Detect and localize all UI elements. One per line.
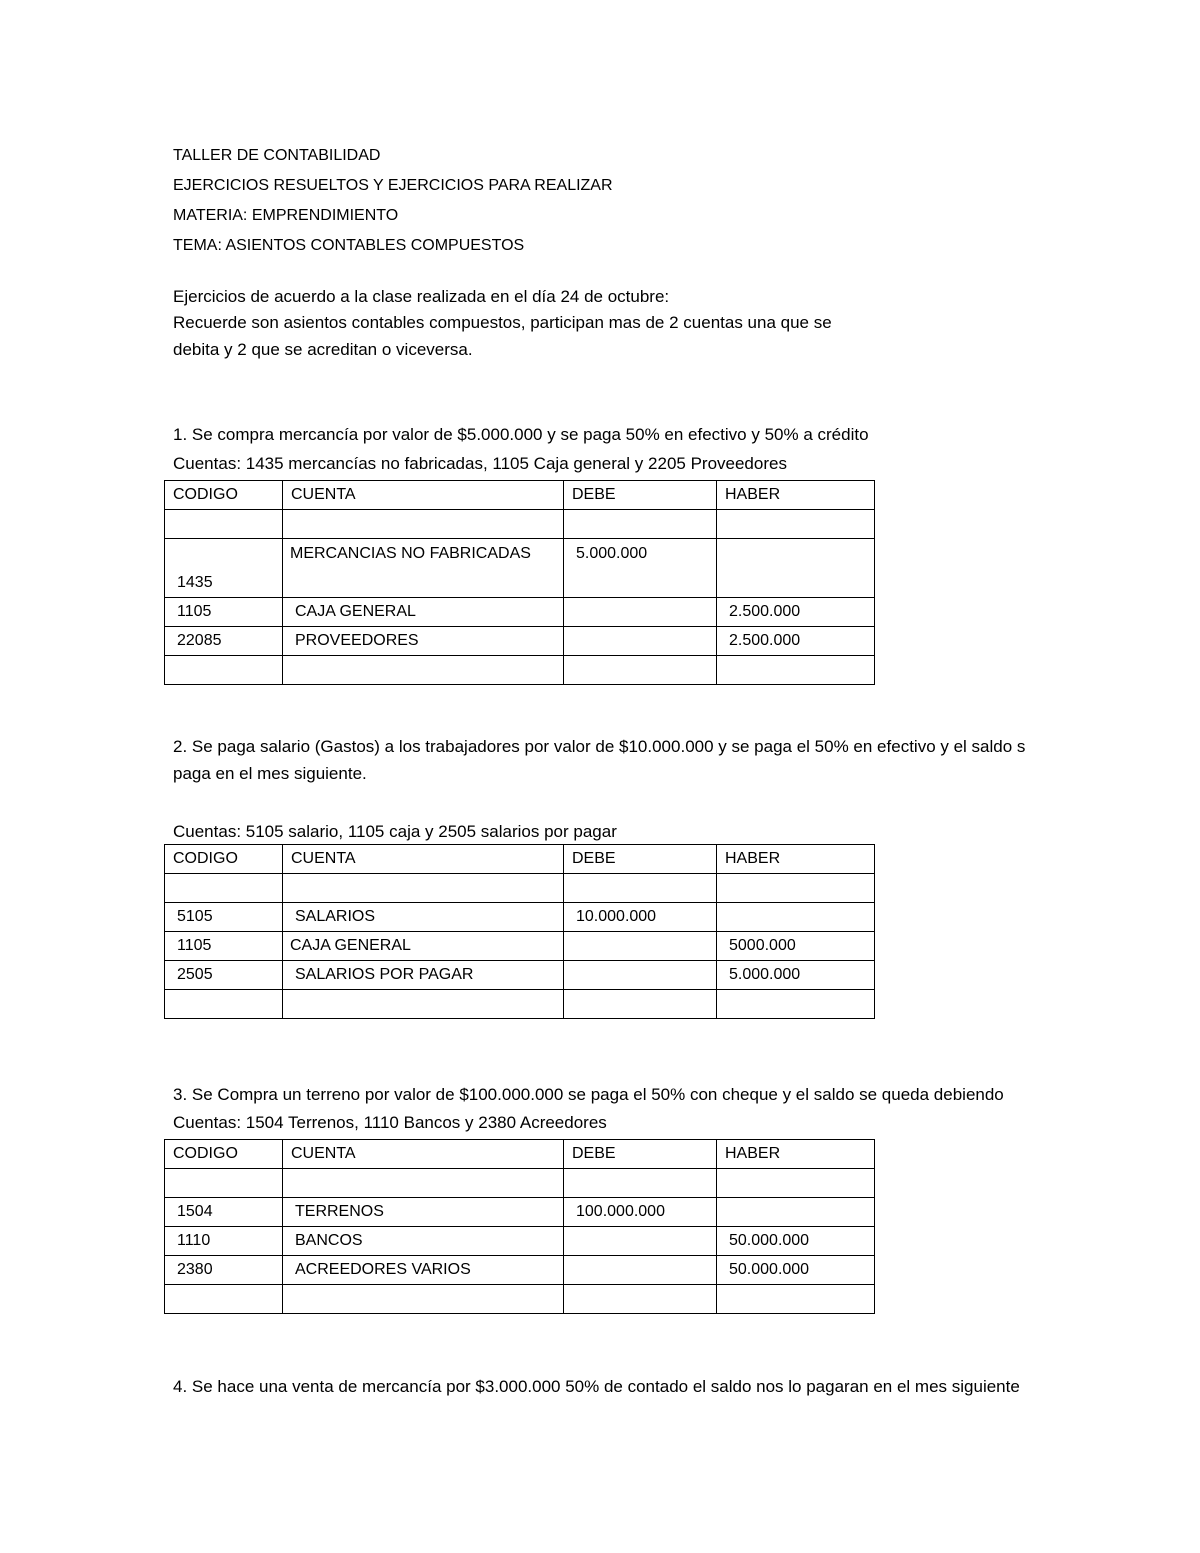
cell-haber [717,903,875,932]
intro-line-2: Recuerde son asientos contables compuestos, participan mas de 2 cuentas una que se [173,313,832,332]
cell-cuenta: ACREEDORES VARIOS [283,1256,564,1285]
cell-debe: 5.000.000 [564,539,717,598]
header-debe: DEBE [564,845,717,874]
table-row [165,598,875,627]
table-row-empty [165,1169,875,1198]
cell-codigo: 22085 [165,627,283,656]
subject-line: MATERIA: EMPRENDIMIENTO [173,207,399,224]
cell-codigo: 1105 [165,598,283,627]
table-header-row [165,1140,875,1169]
exercise-2-statement-line-2: paga en el mes siguiente. [173,764,367,783]
cell-debe [564,932,717,961]
cell-haber: 50.000.000 [717,1256,875,1285]
table-row-empty [165,510,875,539]
cell-debe [564,1227,717,1256]
cell-codigo: 2380 [165,1256,283,1285]
cell-codigo: 1105 [165,932,283,961]
cell-haber: 2.500.000 [717,598,875,627]
header-haber: HABER [717,481,875,510]
cell-haber: 2.500.000 [717,627,875,656]
cell-cuenta: BANCOS [283,1227,564,1256]
exercise-3-accounts: Cuentas: 1504 Terrenos, 1110 Bancos y 2380 Acreedores [173,1113,607,1132]
cell-codigo: 1504 [165,1198,283,1227]
table-row [165,1256,875,1285]
cell-cuenta: SALARIOS [283,903,564,932]
header-cuenta: CUENTA [283,481,564,510]
table-row-empty [165,1285,875,1314]
cell-haber: 5000.000 [717,932,875,961]
exercise-2-accounts: Cuentas: 5105 salario, 1105 caja y 2505 salarios por pagar [173,822,617,841]
exercise-1-accounts: Cuentas: 1435 mercancías no fabricadas, 1105 Caja general y 2205 Proveedores [173,454,787,473]
table-row-empty [165,990,875,1019]
cell-debe [564,1256,717,1285]
header-haber: HABER [717,845,875,874]
table-header-row [165,481,875,510]
cell-debe [564,627,717,656]
cell-codigo: 1110 [165,1227,283,1256]
cell-haber: 50.000.000 [717,1227,875,1256]
cell-cuenta: CAJA GENERAL [283,598,564,627]
header-debe: DEBE [564,1140,717,1169]
exercise-2-journal-table [164,844,875,1019]
table-row [165,932,875,961]
exercise-3-statement: 3. Se Compra un terreno por valor de $100.000.000 se paga el 50% con cheque y el saldo se queda debiendo [173,1085,1004,1104]
exercise-2-statement-line-1: 2. Se paga salario (Gastos) a los trabajadores por valor de $10.000.000 y se paga el 50% en efectivo y el saldo s [173,737,1026,756]
intro-line-1: Ejercicios de acuerdo a la clase realizada en el día 24 de octubre: [173,287,670,306]
cell-cuenta: SALARIOS POR PAGAR [283,961,564,990]
document-subtitle: EJERCICIOS RESUELTOS Y EJERCICIOS PARA REALIZAR [173,177,613,194]
document-title: TALLER DE CONTABILIDAD [173,147,381,164]
exercise-1-statement: 1. Se compra mercancía por valor de $5.000.000 y se paga 50% en efectivo y 50% a crédito [173,425,869,444]
exercise-4-statement: 4. Se hace una venta de mercancía por $3.000.000 50% de contado el saldo nos lo pagaran en el mes siguiente [173,1377,1020,1396]
header-haber: HABER [717,1140,875,1169]
table-row-empty [165,874,875,903]
exercise-3-journal-table [164,1139,875,1314]
table-row [165,903,875,932]
table-row [165,1227,875,1256]
header-debe: DEBE [564,481,717,510]
cell-codigo: 5105 [165,903,283,932]
table-row [165,1198,875,1227]
cell-codigo: 2505 [165,961,283,990]
cell-haber [717,539,875,598]
table-row [165,627,875,656]
cell-debe [564,961,717,990]
cell-debe: 10.000.000 [564,903,717,932]
header-codigo: CODIGO [165,481,283,510]
header-cuenta: CUENTA [283,1140,564,1169]
header-codigo: CODIGO [165,1140,283,1169]
exercise-1-journal-table [164,480,875,685]
table-row [165,539,875,598]
table-row-empty [165,656,875,685]
table-row [165,961,875,990]
cell-cuenta: TERRENOS [283,1198,564,1227]
table-header-row [165,845,875,874]
cell-debe: 100.000.000 [564,1198,717,1227]
topic-line: TEMA: ASIENTOS CONTABLES COMPUESTOS [173,237,525,254]
cell-haber [717,1198,875,1227]
cell-haber: 5.000.000 [717,961,875,990]
cell-cuenta: PROVEEDORES [283,627,564,656]
intro-line-3: debita y 2 que se acreditan o viceversa. [173,340,473,359]
header-codigo: CODIGO [165,845,283,874]
cell-debe [564,598,717,627]
cell-cuenta: MERCANCIAS NO FABRICADAS [283,539,564,598]
cell-cuenta: CAJA GENERAL [283,932,564,961]
cell-codigo: 1435 [165,539,283,598]
header-cuenta: CUENTA [283,845,564,874]
